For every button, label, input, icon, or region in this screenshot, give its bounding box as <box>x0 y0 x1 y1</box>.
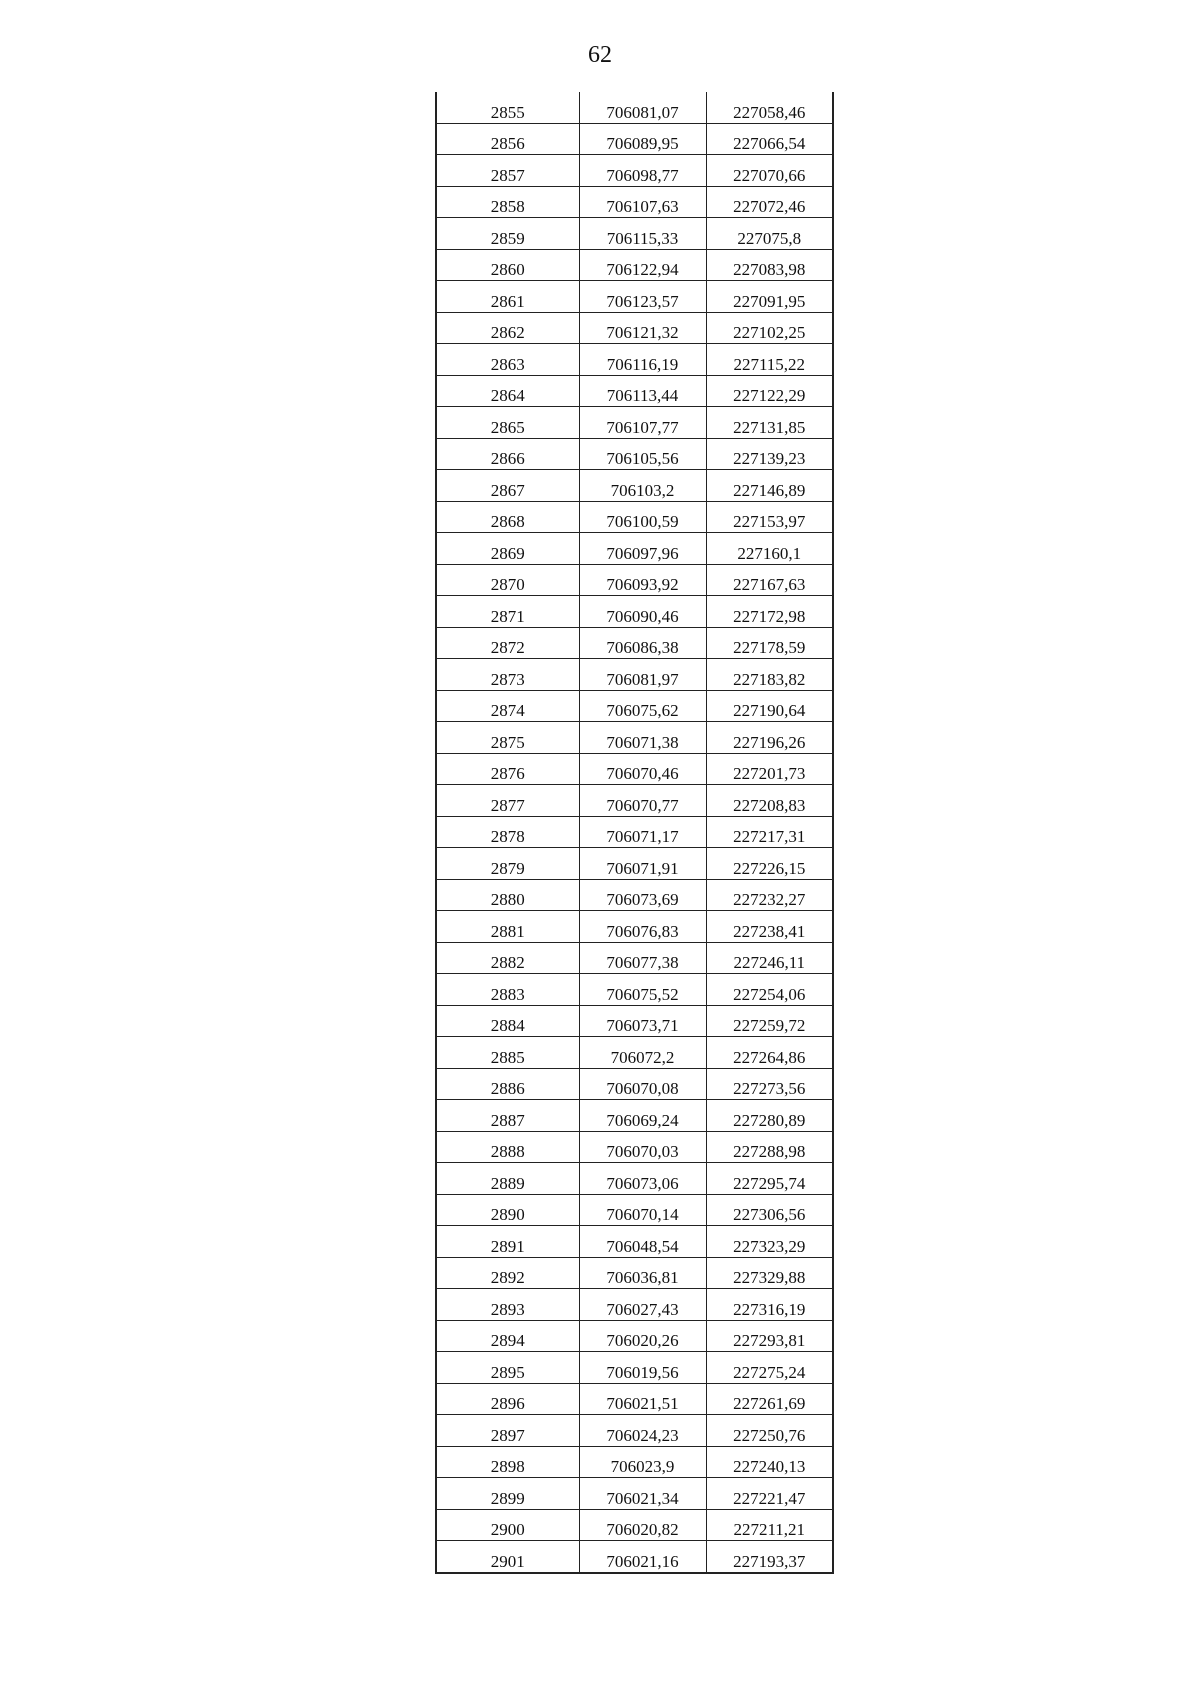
table-row <box>436 186 833 218</box>
x-coordinate-cell: 706021,34 <box>579 1478 706 1510</box>
table-row <box>436 218 833 250</box>
point-number-cell: 2876 <box>436 753 579 785</box>
y-coordinate-cell: 227058,46 <box>706 92 833 123</box>
table-row <box>436 1194 833 1226</box>
y-coordinate-cell: 227178,59 <box>706 627 833 659</box>
table-row <box>436 1005 833 1037</box>
x-coordinate-cell: 706036,81 <box>579 1257 706 1289</box>
table-row <box>436 564 833 596</box>
point-number-cell: 2859 <box>436 218 579 250</box>
table-row <box>436 974 833 1006</box>
x-coordinate-cell: 706023,9 <box>579 1446 706 1478</box>
y-coordinate-cell: 227238,41 <box>706 911 833 943</box>
table-row <box>436 375 833 407</box>
y-coordinate-cell: 227072,46 <box>706 186 833 218</box>
x-coordinate-cell: 706020,26 <box>579 1320 706 1352</box>
y-coordinate-cell: 227139,23 <box>706 438 833 470</box>
x-coordinate-cell: 706115,33 <box>579 218 706 250</box>
y-coordinate-cell: 227280,89 <box>706 1100 833 1132</box>
point-number-cell: 2865 <box>436 407 579 439</box>
point-number-cell: 2875 <box>436 722 579 754</box>
y-coordinate-cell: 227146,89 <box>706 470 833 502</box>
table-row <box>436 407 833 439</box>
x-coordinate-cell: 706076,83 <box>579 911 706 943</box>
page-number: 62 <box>588 42 612 68</box>
point-number-cell: 2864 <box>436 375 579 407</box>
table-row <box>436 1163 833 1195</box>
point-number-cell: 2855 <box>436 92 579 123</box>
y-coordinate-cell: 227232,27 <box>706 879 833 911</box>
y-coordinate-cell: 227122,29 <box>706 375 833 407</box>
table-row <box>436 942 833 974</box>
x-coordinate-cell: 706105,56 <box>579 438 706 470</box>
y-coordinate-cell: 227201,73 <box>706 753 833 785</box>
x-coordinate-cell: 706086,38 <box>579 627 706 659</box>
x-coordinate-cell: 706098,77 <box>579 155 706 187</box>
point-number-cell: 2879 <box>436 848 579 880</box>
table-row <box>436 659 833 691</box>
point-number-cell: 2888 <box>436 1131 579 1163</box>
point-number-cell: 2866 <box>436 438 579 470</box>
y-coordinate-cell: 227190,64 <box>706 690 833 722</box>
x-coordinate-cell: 706027,43 <box>579 1289 706 1321</box>
point-number-cell: 2892 <box>436 1257 579 1289</box>
x-coordinate-cell: 706100,59 <box>579 501 706 533</box>
y-coordinate-cell: 227208,83 <box>706 785 833 817</box>
y-coordinate-cell: 227211,21 <box>706 1509 833 1541</box>
y-coordinate-cell: 227259,72 <box>706 1005 833 1037</box>
point-number-cell: 2858 <box>436 186 579 218</box>
table-row <box>436 596 833 628</box>
y-coordinate-cell: 227193,37 <box>706 1541 833 1573</box>
x-coordinate-cell: 706097,96 <box>579 533 706 565</box>
x-coordinate-cell: 706070,77 <box>579 785 706 817</box>
table-row <box>436 155 833 187</box>
y-coordinate-cell: 227221,47 <box>706 1478 833 1510</box>
point-number-cell: 2877 <box>436 785 579 817</box>
table-row <box>436 690 833 722</box>
y-coordinate-cell: 227264,86 <box>706 1037 833 1069</box>
point-number-cell: 2874 <box>436 690 579 722</box>
y-coordinate-cell: 227196,26 <box>706 722 833 754</box>
table-row <box>436 123 833 155</box>
x-coordinate-cell: 706090,46 <box>579 596 706 628</box>
x-coordinate-cell: 706077,38 <box>579 942 706 974</box>
x-coordinate-cell: 706021,16 <box>579 1541 706 1573</box>
point-number-cell: 2887 <box>436 1100 579 1132</box>
point-number-cell: 2891 <box>436 1226 579 1258</box>
y-coordinate-cell: 227261,69 <box>706 1383 833 1415</box>
table-row <box>436 1352 833 1384</box>
y-coordinate-cell: 227115,22 <box>706 344 833 376</box>
table-row <box>436 501 833 533</box>
y-coordinate-cell: 227316,19 <box>706 1289 833 1321</box>
x-coordinate-cell: 706073,71 <box>579 1005 706 1037</box>
x-coordinate-cell: 706070,46 <box>579 753 706 785</box>
point-number-cell: 2894 <box>436 1320 579 1352</box>
table-row <box>436 438 833 470</box>
point-number-cell: 2885 <box>436 1037 579 1069</box>
table-row <box>436 92 833 123</box>
point-number-cell: 2890 <box>436 1194 579 1226</box>
x-coordinate-cell: 706069,24 <box>579 1100 706 1132</box>
x-coordinate-cell: 706081,97 <box>579 659 706 691</box>
point-number-cell: 2898 <box>436 1446 579 1478</box>
point-number-cell: 2857 <box>436 155 579 187</box>
point-number-cell: 2867 <box>436 470 579 502</box>
y-coordinate-cell: 227167,63 <box>706 564 833 596</box>
point-number-cell: 2893 <box>436 1289 579 1321</box>
point-number-cell: 2883 <box>436 974 579 1006</box>
point-number-cell: 2871 <box>436 596 579 628</box>
y-coordinate-cell: 227102,25 <box>706 312 833 344</box>
x-coordinate-cell: 706075,52 <box>579 974 706 1006</box>
y-coordinate-cell: 227323,29 <box>706 1226 833 1258</box>
y-coordinate-cell: 227306,56 <box>706 1194 833 1226</box>
x-coordinate-cell: 706019,56 <box>579 1352 706 1384</box>
table-row <box>436 1100 833 1132</box>
y-coordinate-cell: 227226,15 <box>706 848 833 880</box>
y-coordinate-cell: 227217,31 <box>706 816 833 848</box>
y-coordinate-cell: 227153,97 <box>706 501 833 533</box>
point-number-cell: 2889 <box>436 1163 579 1195</box>
point-number-cell: 2896 <box>436 1383 579 1415</box>
x-coordinate-cell: 706070,03 <box>579 1131 706 1163</box>
point-number-cell: 2869 <box>436 533 579 565</box>
y-coordinate-cell: 227091,95 <box>706 281 833 313</box>
x-coordinate-cell: 706116,19 <box>579 344 706 376</box>
y-coordinate-cell: 227273,56 <box>706 1068 833 1100</box>
point-number-cell: 2880 <box>436 879 579 911</box>
table-row <box>436 533 833 565</box>
x-coordinate-cell: 706113,44 <box>579 375 706 407</box>
point-number-cell: 2863 <box>436 344 579 376</box>
y-coordinate-cell: 227131,85 <box>706 407 833 439</box>
table-row <box>436 627 833 659</box>
y-coordinate-cell: 227293,81 <box>706 1320 833 1352</box>
table-row <box>436 1257 833 1289</box>
x-coordinate-cell: 706103,2 <box>579 470 706 502</box>
coordinate-table <box>435 92 834 1574</box>
x-coordinate-cell: 706071,91 <box>579 848 706 880</box>
y-coordinate-cell: 227160,1 <box>706 533 833 565</box>
table-row <box>436 1037 833 1069</box>
point-number-cell: 2862 <box>436 312 579 344</box>
x-coordinate-cell: 706093,92 <box>579 564 706 596</box>
point-number-cell: 2856 <box>436 123 579 155</box>
y-coordinate-cell: 227172,98 <box>706 596 833 628</box>
table-row <box>436 848 833 880</box>
table-row <box>436 879 833 911</box>
x-coordinate-cell: 706021,51 <box>579 1383 706 1415</box>
point-number-cell: 2900 <box>436 1509 579 1541</box>
point-number-cell: 2882 <box>436 942 579 974</box>
point-number-cell: 2860 <box>436 249 579 281</box>
x-coordinate-cell: 706107,77 <box>579 407 706 439</box>
x-coordinate-cell: 706070,08 <box>579 1068 706 1100</box>
table-row <box>436 1289 833 1321</box>
x-coordinate-cell: 706121,32 <box>579 312 706 344</box>
table-row <box>436 1478 833 1510</box>
point-number-cell: 2897 <box>436 1415 579 1447</box>
table-row <box>436 1383 833 1415</box>
x-coordinate-cell: 706122,94 <box>579 249 706 281</box>
x-coordinate-cell: 706024,23 <box>579 1415 706 1447</box>
table-row <box>436 816 833 848</box>
coordinate-table-container <box>435 92 832 1574</box>
x-coordinate-cell: 706070,14 <box>579 1194 706 1226</box>
x-coordinate-cell: 706073,06 <box>579 1163 706 1195</box>
y-coordinate-cell: 227240,13 <box>706 1446 833 1478</box>
point-number-cell: 2870 <box>436 564 579 596</box>
table-row <box>436 281 833 313</box>
x-coordinate-cell: 706081,07 <box>579 92 706 123</box>
y-coordinate-cell: 227275,24 <box>706 1352 833 1384</box>
x-coordinate-cell: 706089,95 <box>579 123 706 155</box>
table-row <box>436 753 833 785</box>
x-coordinate-cell: 706048,54 <box>579 1226 706 1258</box>
y-coordinate-cell: 227254,06 <box>706 974 833 1006</box>
table-row <box>436 344 833 376</box>
x-coordinate-cell: 706073,69 <box>579 879 706 911</box>
point-number-cell: 2861 <box>436 281 579 313</box>
y-coordinate-cell: 227329,88 <box>706 1257 833 1289</box>
point-number-cell: 2878 <box>436 816 579 848</box>
table-row <box>436 312 833 344</box>
x-coordinate-cell: 706075,62 <box>579 690 706 722</box>
table-row <box>436 1415 833 1447</box>
point-number-cell: 2899 <box>436 1478 579 1510</box>
y-coordinate-cell: 227066,54 <box>706 123 833 155</box>
x-coordinate-cell: 706123,57 <box>579 281 706 313</box>
y-coordinate-cell: 227070,66 <box>706 155 833 187</box>
point-number-cell: 2901 <box>436 1541 579 1573</box>
point-number-cell: 2872 <box>436 627 579 659</box>
table-row <box>436 722 833 754</box>
point-number-cell: 2868 <box>436 501 579 533</box>
table-row <box>436 1541 833 1573</box>
table-row <box>436 911 833 943</box>
y-coordinate-cell: 227183,82 <box>706 659 833 691</box>
table-row <box>436 1509 833 1541</box>
point-number-cell: 2881 <box>436 911 579 943</box>
table-row <box>436 249 833 281</box>
x-coordinate-cell: 706071,38 <box>579 722 706 754</box>
point-number-cell: 2886 <box>436 1068 579 1100</box>
y-coordinate-cell: 227250,76 <box>706 1415 833 1447</box>
table-row <box>436 1131 833 1163</box>
table-row <box>436 1446 833 1478</box>
x-coordinate-cell: 706071,17 <box>579 816 706 848</box>
table-row <box>436 1226 833 1258</box>
table-row <box>436 1320 833 1352</box>
y-coordinate-cell: 227083,98 <box>706 249 833 281</box>
coordinate-table-body <box>436 92 833 1573</box>
point-number-cell: 2873 <box>436 659 579 691</box>
point-number-cell: 2884 <box>436 1005 579 1037</box>
table-row <box>436 785 833 817</box>
y-coordinate-cell: 227288,98 <box>706 1131 833 1163</box>
x-coordinate-cell: 706020,82 <box>579 1509 706 1541</box>
x-coordinate-cell: 706072,2 <box>579 1037 706 1069</box>
table-row <box>436 1068 833 1100</box>
y-coordinate-cell: 227075,8 <box>706 218 833 250</box>
y-coordinate-cell: 227295,74 <box>706 1163 833 1195</box>
x-coordinate-cell: 706107,63 <box>579 186 706 218</box>
table-row <box>436 470 833 502</box>
point-number-cell: 2895 <box>436 1352 579 1384</box>
y-coordinate-cell: 227246,11 <box>706 942 833 974</box>
